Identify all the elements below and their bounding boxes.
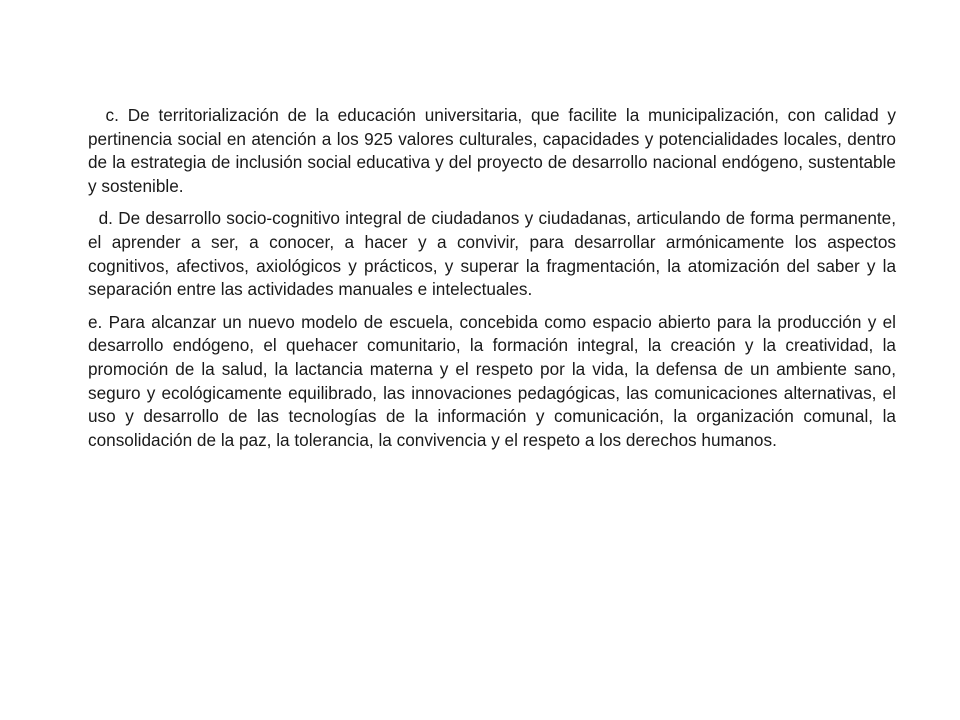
paragraph-d — [88, 207, 896, 301]
paragraph-e — [88, 311, 896, 453]
body-text — [88, 104, 896, 452]
paragraph-text-e: Para alcanzar un nuevo modelo de escuela, concebida como espacio abierto para la producción y el desarrollo endógeno, el quehacer comunitario, la formación integral, la creación y la creatividad, la promoción de la salud, la lactancia materna y el respeto por la vida, la defensa de un ambiente sano, seguro y ecológicamente equilibrado, las innovaciones pedagógicas, las comunicaciones alternativas, el uso y desarrollo de las tecnologías de la información y comunicación, la organización comunal, la consolidación de la paz, la tolerancia, la convivencia y el respeto a los derechos humanos. — [88, 311, 896, 450]
paragraph-text-d: De desarrollo socio-cognitivo integral de ciudadanos y ciudadanas, articulando de forma permanente, el aprender a ser, a conocer, a hacer y a convivir, para desarrollar armónicamente los aspectos cognitivos, afectivos, axiológicos y prácticos, y superar la fragmentación, la atomización del saber y la separación entre las actividades manuales e intelectuales. — [88, 208, 896, 300]
paragraph-marker-c: c. — [105, 105, 119, 125]
paragraph-c — [88, 104, 896, 198]
paragraph-marker-d: d. — [98, 208, 113, 229]
paragraph-marker-e: e. — [88, 311, 103, 332]
paragraph-text-c: De territorialización de la educación universitaria, que facilite la municipalización, con calidad y pertinencia social en atención a los 925 valores culturales, capacidades y potencialidades locales, dentro de la estrategia de inclusión social educativa y del proyecto de desarrollo nacional endógeno, sustentable y sostenible. — [88, 105, 896, 196]
